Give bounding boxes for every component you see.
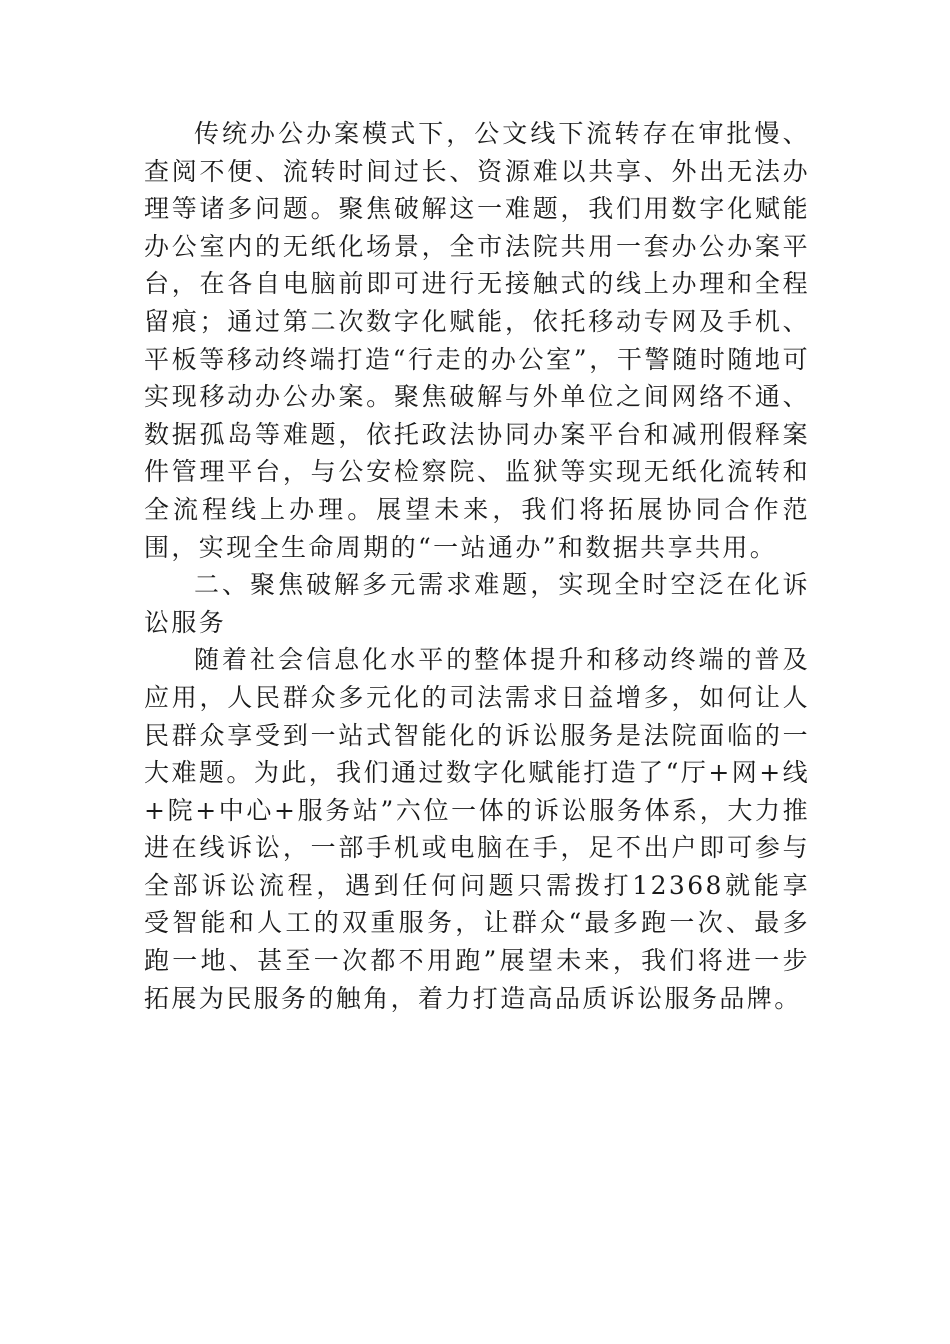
paragraph-litigation-service: 随着社会信息化水平的整体提升和移动终端的普及应用，人民群众多元化的司法需求日益增多，如何让人民群众享受到一站式智能化的诉讼服务是法院面临的一大难题。为此，我们通过数字化赋能打造了“厅+网+线+院+中心+服务站”六位一体的诉讼服务体系，大力推进在线诉讼，一部手机或电脑在手，足不出户即可参与全部诉讼流程，遇到任何问题只需拨打12368就能享受智能和人工的双重服务，让群众“最多跑一次、最多跑一地、甚至一次都不用跑”展望未来，我们将进一步拓展为民服务的触角，着力打造高品质诉讼服务品牌。 — [144, 645, 810, 1013]
document-body — [144, 115, 810, 1017]
paragraph-office-digitization: 传统办公办案模式下，公文线下流转存在审批慢、查阅不便、流转时间过长、资源难以共享、外出无法办理等诸多问题。聚焦破解这一难题，我们用数字化赋能办公室内的无纸化场景，全市法院共用一套办公办案平台，在各自电脑前即可进行无接触式的线上办理和全程留痕；通过第二次数字化赋能，依托移动专网及手机、平板等移动终端打造“行走的办公室”，干警随时随地可实现移动办公办案。聚焦破解与外单位之间网络不通、数据孤岛等难题，依托政法协同办案平台和减刑假释案件管理平台，与公安检察院、监狱等实现无纸化流转和全流程线上办理。展望未来，我们将拓展协同合作范围，实现全生命周期的“一站通办”和数据共享共用。 — [144, 119, 810, 562]
section-heading-litigation-service: 二、聚焦破解多元需求难题，实现全时空泛在化诉讼服务 — [144, 570, 810, 637]
